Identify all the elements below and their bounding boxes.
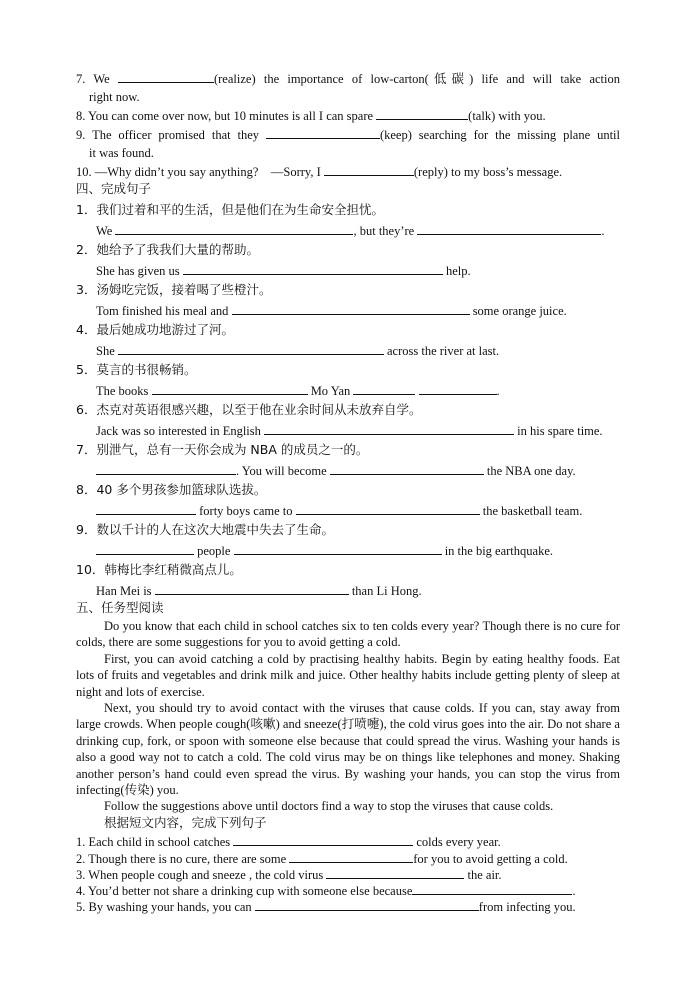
item-text: . You will become — [236, 464, 330, 478]
answer-blank[interactable] — [255, 898, 479, 911]
answer-blank[interactable] — [115, 222, 353, 235]
reading-question-3 — [76, 866, 502, 883]
item-3-english — [96, 302, 567, 319]
section-heading-part5: 五、任务型阅读 — [76, 600, 164, 615]
question-7-line-1 — [76, 70, 620, 87]
question-7-text-a: 7. We — [76, 72, 118, 86]
question-text: 2. Though there is no cure, there are some — [76, 852, 290, 866]
item-3-chinese: 3．汤姆吃完饭，接着喝了些橙汁。 — [76, 282, 272, 297]
question-9-text-a: 9. The officer promised that they — [76, 128, 266, 142]
answer-blank[interactable] — [118, 342, 384, 355]
item-text: the basketball team. — [479, 504, 583, 518]
item-text: in the big earthquake. — [441, 544, 553, 558]
answer-blank[interactable] — [419, 382, 497, 395]
answer-blank[interactable] — [376, 107, 468, 120]
item-text: Jack was so interested in English — [96, 424, 265, 438]
item-10-chinese: 10．韩梅比李红稍微高点儿。 — [76, 562, 242, 577]
item-2-english — [96, 262, 471, 279]
question-text: 3. When people cough and sneeze , the cold virus — [76, 868, 327, 882]
question-text: the air. — [464, 868, 502, 882]
item-5-chinese: 5．莫言的书很畅销。 — [76, 362, 197, 377]
item-4-chinese: 4．最后她成功地游过了河。 — [76, 322, 234, 337]
reading-question-4 — [76, 882, 576, 899]
answer-blank[interactable] — [412, 882, 572, 895]
question-10 — [76, 163, 562, 180]
question-7-text-b: (realize) the importance of low-carton(低碳) life and will take action — [213, 72, 620, 86]
question-10-text-b: (reply) to my boss’s message. — [413, 165, 563, 179]
question-text: colds every year. — [413, 835, 501, 849]
item-6-english — [96, 422, 603, 439]
reading-question-1 — [76, 833, 501, 850]
item-2-chinese: 2．她给予了我我们大量的帮助。 — [76, 242, 259, 257]
item-text: forty boys came to — [196, 504, 296, 518]
item-1-chinese: 1．我们过着和平的生活，但是他们在为生命安全担忧。 — [76, 202, 384, 217]
reading-question-5 — [76, 898, 576, 915]
answer-blank[interactable] — [296, 502, 480, 515]
answer-blank[interactable] — [118, 70, 214, 83]
question-9-line-1 — [76, 126, 620, 143]
item-text: help. — [442, 264, 471, 278]
question-10-text-a: 10. —Why didn’t you say anything? —Sorry, I — [76, 165, 324, 179]
item-text: She has given us — [96, 264, 183, 278]
answer-blank[interactable] — [96, 502, 196, 515]
answer-blank[interactable] — [96, 462, 236, 475]
question-9-text-b: (keep) searching for the missing plane until — [379, 128, 620, 142]
item-text: Tom finished his meal and — [96, 304, 232, 318]
answer-blank[interactable] — [330, 462, 484, 475]
item-text: than Li Hong. — [348, 584, 422, 598]
answer-blank[interactable] — [152, 382, 308, 395]
passage-paragraph: Do you know that each child in school catches six to ten colds every year? Though there is no cure for colds, there are some suggestions for you to avoid getting a cold. — [76, 619, 620, 650]
answer-blank[interactable] — [232, 302, 470, 315]
question-7-text-c: right now. — [89, 90, 140, 104]
item-4-english — [96, 342, 499, 359]
question-8-text-a: 8. You can come over now, but 10 minutes is all I can spare — [76, 109, 377, 123]
item-7-english — [96, 462, 576, 479]
answer-blank[interactable] — [96, 542, 194, 555]
question-8 — [76, 107, 546, 124]
answer-blank[interactable] — [326, 866, 464, 879]
answer-blank[interactable] — [264, 422, 514, 435]
item-text: We — [96, 224, 116, 238]
reading-question-2 — [76, 850, 568, 867]
item-text: some orange juice. — [469, 304, 567, 318]
item-9-english — [96, 542, 553, 559]
item-7-chinese: 7．别泄气，总有一天你会成为 NBA 的成员之一的。 — [76, 442, 369, 457]
question-text: 1. Each child in school catches — [76, 835, 234, 849]
question-text: 5. By washing your hands, you can — [76, 900, 255, 914]
answer-blank[interactable] — [183, 262, 443, 275]
reading-instruction: 根据短文内容，完成下列句子 — [104, 815, 267, 830]
question-text: from infecting you. — [478, 900, 576, 914]
section-heading-part4: 四、完成句子 — [76, 181, 152, 196]
answer-blank[interactable] — [324, 163, 414, 176]
question-7-line-2 — [89, 89, 140, 105]
answer-blank[interactable] — [289, 850, 413, 863]
item-text: across the river at last. — [383, 344, 500, 358]
item-text: people — [194, 544, 234, 558]
item-text: Mo Yan — [307, 384, 354, 398]
question-9-text-c: it was found. — [89, 146, 154, 160]
item-text: . — [496, 384, 500, 398]
item-6-chinese: 6．杰克对英语很感兴趣，以至于他在业余时间从未放弃自学。 — [76, 402, 422, 417]
item-10-english — [96, 582, 422, 599]
item-text: . — [601, 224, 605, 238]
question-9-line-2 — [89, 145, 154, 161]
passage-paragraph: Next, you should try to avoid contact with the viruses that cause colds. If you can, stay away from large crowds. When people cough(咳嗽) and sneeze(打喷嚏), the cold virus goes into the air. Do not share a drinking cup, fork, or spoon with someone else because that could spread the virus. Washing your hands is also a good way not to catch a cold. The cold virus may be on things like telephones and money. Shaking another person’s hand could even spread the virus. By washing your hands, you can stop the virus from infecting(传染) you. — [76, 701, 620, 798]
item-text: the NBA one day. — [483, 464, 576, 478]
reading-passage — [76, 618, 620, 815]
item-5-english — [96, 382, 500, 399]
item-text: , but they’re — [353, 224, 418, 238]
item-9-chinese: 9．数以千计的人在这次大地震中失去了生命。 — [76, 522, 334, 537]
answer-blank[interactable] — [233, 833, 413, 846]
item-1-english — [96, 222, 604, 239]
question-text: . — [572, 884, 576, 898]
item-text: Han Mei is — [96, 584, 155, 598]
item-8-chinese: 8．40 多个男孩参加篮球队选拔。 — [76, 482, 267, 497]
passage-paragraph: First, you can avoid catching a cold by practising healthy habits. Begin by eating healthy foods. Eat lots of fruits and vegetables and drink milk and juice. Other healthy habits include getting plenty of sleep at night and lots of exercise. — [76, 651, 620, 699]
answer-blank[interactable] — [417, 222, 601, 235]
item-text: in his spare time. — [514, 424, 603, 438]
item-8-english — [96, 502, 582, 519]
question-8-text-b: (talk) with you. — [468, 109, 546, 123]
item-text: She — [96, 344, 118, 358]
answer-blank[interactable] — [353, 382, 415, 395]
answer-blank[interactable] — [155, 582, 349, 595]
answer-blank[interactable] — [234, 542, 442, 555]
item-text: The books — [96, 384, 152, 398]
question-text: 4. You’d better not share a drinking cup with someone else because — [76, 884, 413, 898]
answer-blank[interactable] — [266, 126, 380, 139]
question-text: for you to avoid getting a cold. — [413, 852, 568, 866]
passage-paragraph: Follow the suggestions above until doctors find a way to stop the viruses that cause colds. — [104, 799, 554, 814]
